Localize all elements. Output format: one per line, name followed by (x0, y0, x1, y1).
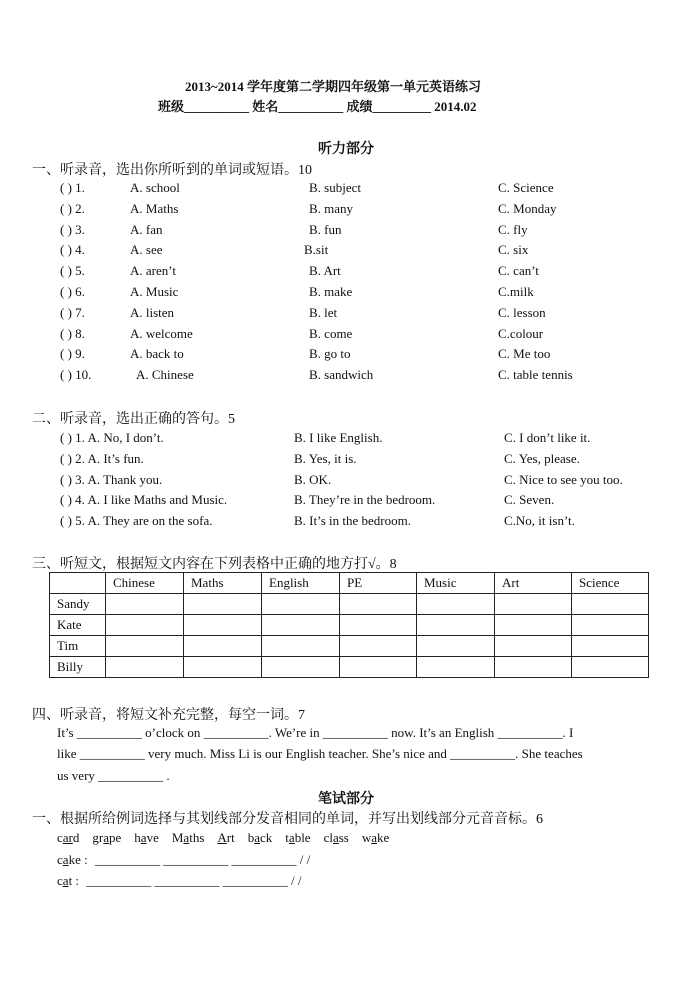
cat-label: cat : (57, 873, 80, 888)
question-row (60, 284, 660, 304)
option-a: A. school (130, 180, 180, 195)
word-part: b (247, 830, 255, 845)
cake-blanks: __________ __________ __________ / / (94, 852, 311, 867)
question-row (60, 263, 660, 283)
student-name: Kate (50, 615, 106, 636)
example-word (92, 830, 121, 845)
check-cell[interactable] (340, 594, 417, 615)
underlined-vowel: a (103, 830, 110, 845)
option-b: B. Yes, it is. (294, 450, 357, 466)
underlined-vowel: a (288, 830, 295, 845)
written-section-title: 笔试部分 (318, 792, 374, 807)
question-number: ( ) 8. (60, 325, 85, 341)
check-cell[interactable] (184, 657, 262, 678)
option-b: B. make (309, 284, 353, 299)
example-word (57, 830, 79, 845)
column-header: Art (495, 573, 572, 594)
check-cell[interactable] (572, 636, 649, 657)
listening-section-title: 听力部分 (318, 142, 374, 157)
word-part: cl (323, 830, 333, 845)
option-b: B. I like English. (294, 430, 383, 445)
example-word (172, 830, 205, 845)
table-row (50, 657, 649, 678)
question-number: ( ) 1. (60, 180, 85, 195)
check-cell[interactable] (340, 657, 417, 678)
check-cell[interactable] (417, 657, 495, 678)
cake-label: cake : (57, 852, 88, 867)
question-with-option-a: ( ) 4. A. I like Maths and Music. (60, 492, 228, 508)
option-a: A. Chinese (136, 367, 194, 383)
option-a: A. Music (130, 284, 179, 299)
check-cell[interactable] (495, 615, 572, 636)
table-header-row (50, 573, 649, 594)
part4-heading: 四、听录音，将短文补充完整，每空一词。7 (32, 708, 305, 723)
option-c: C. Monday (498, 200, 557, 216)
underlined-vowel: a (332, 830, 339, 845)
table-row (50, 636, 649, 657)
underlined-vowel: a (183, 830, 190, 845)
example-word (248, 830, 273, 845)
check-cell[interactable] (495, 636, 572, 657)
check-cell[interactable] (184, 636, 262, 657)
option-a: A. back to (130, 346, 184, 362)
option-b: B. fun (309, 221, 342, 237)
option-a: A. see (130, 242, 163, 258)
student-info-line: 班级__________ 姓名__________ 成绩_________ 2014.02 (158, 99, 477, 114)
option-c: C. table tennis (498, 367, 573, 383)
column-header: Maths (184, 573, 262, 594)
student-name: Tim (50, 636, 106, 657)
answer-row (60, 492, 660, 512)
question-with-option-a: ( ) 1. A. No, I don’t. (60, 430, 164, 445)
part4-text-line-3: us very __________ . (57, 768, 170, 783)
option-b: B. go to (309, 346, 351, 362)
word-part: t (285, 830, 289, 845)
example-word (285, 830, 310, 845)
option-c: C. six (498, 242, 529, 258)
answer-row (60, 472, 660, 492)
question-with-option-a: ( ) 2. A. It’s fun. (60, 450, 144, 466)
option-b: B. sandwich (309, 367, 374, 383)
question-row (60, 346, 660, 366)
example-word (217, 830, 234, 845)
check-cell[interactable] (417, 636, 495, 657)
part4-text-line-1: It’s __________ o’clock on __________. We’re in __________ now. It’s an English __________. I (57, 725, 574, 740)
cat-row (57, 873, 302, 889)
option-a: A. listen (130, 304, 175, 320)
option-b: B. It’s in the bedroom. (294, 513, 411, 529)
check-cell[interactable] (340, 636, 417, 657)
check-cell[interactable] (495, 657, 572, 678)
part1-heading: 一、听录音，选出你所听到的单词或短语。10 (32, 163, 312, 178)
check-cell[interactable] (262, 615, 340, 636)
example-word (324, 830, 349, 845)
option-c: C. Yes, please. (504, 450, 580, 466)
word-part: gr (92, 830, 104, 845)
check-cell[interactable] (106, 657, 184, 678)
question-row (60, 242, 660, 262)
underlined-vowel: A (217, 830, 227, 845)
underlined-vowel: ar (62, 830, 73, 845)
table-row (50, 615, 649, 636)
option-c: C. can’t (498, 263, 539, 279)
written1-heading: 一、根据所给例词选择与其划线部分发音相同的单词，并写出划线部分元音音标。6 (32, 812, 543, 827)
option-a: A. aren’t (130, 263, 176, 279)
question-row (60, 222, 660, 242)
option-b: B. OK. (294, 471, 332, 487)
option-c: C.colour (498, 325, 544, 341)
question-number: ( ) 9. (60, 346, 85, 362)
question-number: ( ) 10. (60, 367, 92, 383)
option-c: C.milk (498, 284, 534, 299)
cat-blanks: __________ __________ __________ / / (86, 873, 302, 888)
part4-text-line-2: like __________ very much. Miss Li is our English teacher. She’s nice and __________. She teaches (57, 746, 583, 761)
word-part: d (72, 830, 80, 845)
option-c: C. Me too (498, 346, 551, 362)
word-part: rt (226, 830, 235, 845)
check-cell[interactable] (572, 594, 649, 615)
question-number: ( ) 2. (60, 200, 85, 216)
underlined-vowel: a (371, 830, 378, 845)
question-with-option-a: ( ) 5. A. They are on the sofa. (60, 513, 213, 529)
question-number: ( ) 5. (60, 263, 85, 279)
option-c: C. lesson (498, 304, 546, 320)
word-part: w (361, 830, 372, 845)
check-cell[interactable] (340, 615, 417, 636)
option-c: C. Nice to see you too. (504, 471, 623, 487)
word-part: ke (377, 830, 390, 845)
question-number: ( ) 3. (60, 221, 85, 237)
option-c: C. Seven. (504, 492, 555, 508)
column-header: PE (340, 573, 417, 594)
word-part: h (134, 830, 141, 845)
option-c: C. I don’t like it. (504, 430, 591, 445)
column-header (50, 573, 106, 594)
question-row (60, 201, 660, 221)
option-a: A. Maths (130, 200, 179, 216)
word-part: M (171, 830, 184, 845)
student-name: Sandy (50, 594, 106, 615)
question-row (60, 180, 660, 200)
check-cell[interactable] (106, 594, 184, 615)
word-part: ve (146, 830, 159, 845)
word-part: ss (338, 830, 349, 845)
check-cell[interactable] (262, 636, 340, 657)
question-row (60, 305, 660, 325)
word-part: c (57, 830, 63, 845)
column-header: Chinese (106, 573, 184, 594)
option-b: B. many (309, 200, 354, 216)
check-cell[interactable] (417, 594, 495, 615)
part3-heading: 三、听短文，根据短文内容在下列表格中正确的地方打√。8 (32, 557, 397, 572)
word-part: pe (109, 830, 122, 845)
question-number: ( ) 7. (60, 304, 85, 320)
check-cell[interactable] (184, 594, 262, 615)
option-b: B. Art (309, 263, 341, 279)
example-word-list (57, 830, 402, 846)
column-header: Music (417, 573, 495, 594)
answer-row (60, 451, 660, 471)
question-row (60, 326, 660, 346)
subject-check-table (49, 572, 649, 678)
question-with-option-a: ( ) 3. A. Thank you. (60, 471, 163, 487)
underlined-vowel: a (254, 830, 260, 845)
word-part: ck (260, 830, 273, 845)
word-part: ble (294, 830, 311, 845)
option-c: C. Science (498, 180, 554, 195)
option-c: C. fly (498, 221, 528, 237)
part2-heading: 二、听录音，选出正确的答句。5 (32, 412, 235, 427)
check-cell[interactable] (572, 657, 649, 678)
check-cell[interactable] (572, 615, 649, 636)
check-cell[interactable] (495, 594, 572, 615)
answer-row (60, 513, 660, 533)
option-b: B. subject (309, 180, 361, 195)
check-cell[interactable] (106, 615, 184, 636)
answer-row (60, 430, 660, 450)
student-name: Billy (50, 657, 106, 678)
option-b: B.sit (304, 242, 329, 258)
question-row (60, 367, 660, 387)
underlined-vowel: a (140, 830, 147, 845)
worksheet-title: 2013~2014 学年度第二学期四年级第一单元英语练习 (185, 79, 482, 94)
check-cell[interactable] (184, 615, 262, 636)
example-word (362, 830, 389, 845)
option-c: C.No, it isn’t. (504, 513, 575, 529)
column-header: English (262, 573, 340, 594)
question-number: ( ) 4. (60, 242, 85, 258)
word-part: ths (189, 830, 205, 845)
option-b: B. They’re in the bedroom. (294, 492, 436, 508)
check-cell[interactable] (262, 657, 340, 678)
question-number: ( ) 6. (60, 284, 85, 299)
option-a: A. welcome (130, 325, 193, 341)
table-row (50, 594, 649, 615)
check-cell[interactable] (262, 594, 340, 615)
check-cell[interactable] (106, 636, 184, 657)
example-word (134, 830, 159, 845)
option-b: B. let (309, 304, 338, 320)
option-b: B. come (309, 325, 353, 341)
cake-row (57, 852, 310, 868)
option-a: A. fan (130, 221, 163, 237)
column-header: Science (572, 573, 649, 594)
check-cell[interactable] (417, 615, 495, 636)
